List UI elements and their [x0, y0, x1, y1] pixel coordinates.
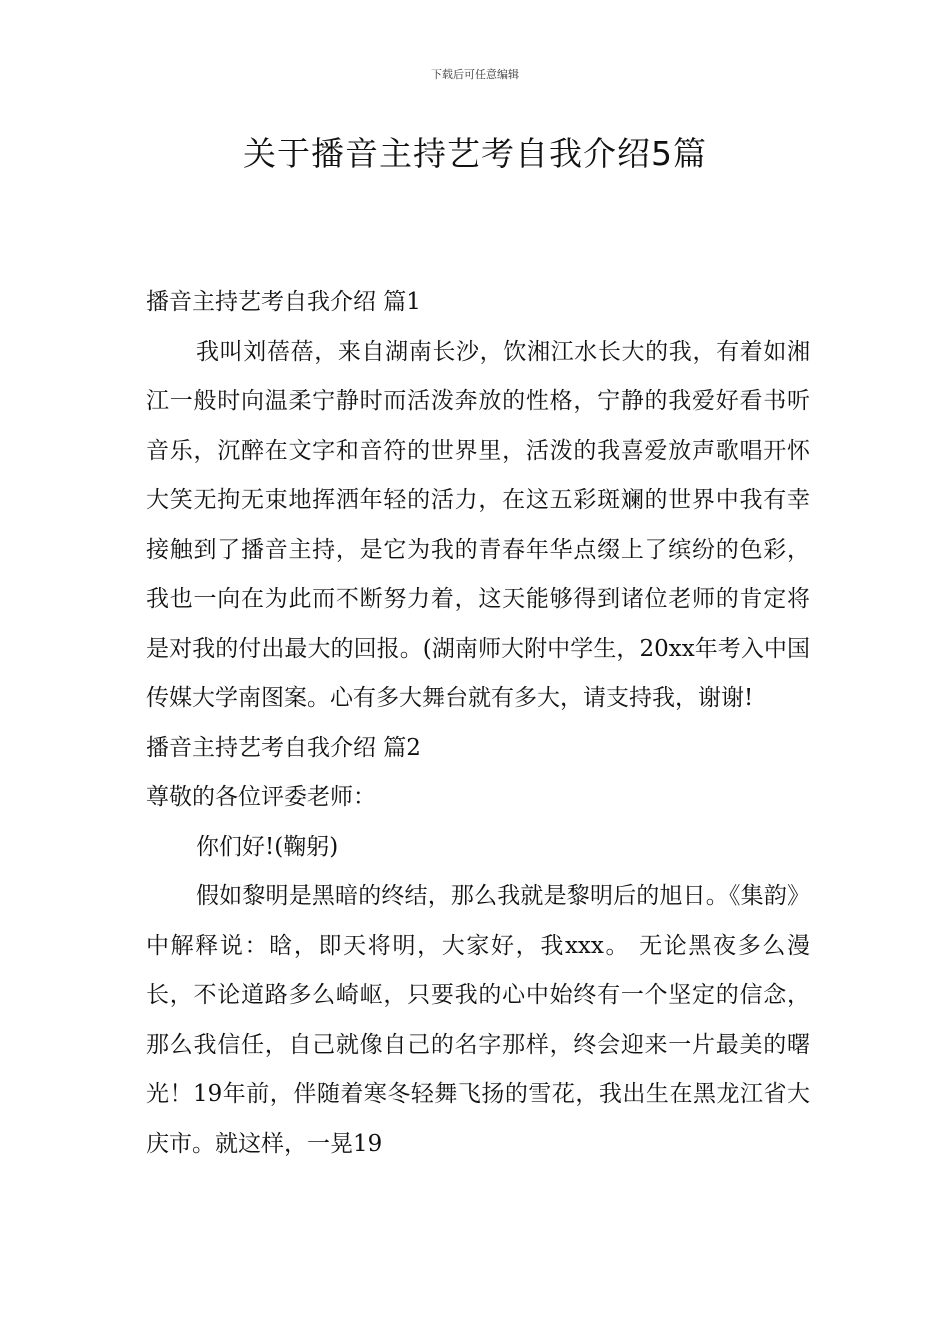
document-title: 关于播音主持艺考自我介绍5篇 — [243, 134, 707, 173]
greeting: 你们好!(鞠躬) — [196, 833, 339, 860]
paragraph-intro-1: 我叫刘蓓蓓，来自湖南长沙，饮湘江水长大的我，有着如湘江一般时向温柔宁静时而活泼奔放的性格，宁静的我爱好看书听音乐，沉醉在文字和音符的世界里，活泼的我喜爱放声歌唱开怀大笑无拘无束地挥洒年轻的活力，在这五彩斑斓的世界中我有幸接触到了播音主持，是它为我的青春年华点缀上了缤纷的色彩，我也一向在为此而不断努力着，这天能够得到诸位老师的肯定将是对我的付出最大的回报。(湖南师大附中学生，20xx年考入中国传媒大学南图案。心有多大舞台就有多大，请支持我，谢谢! — [146, 338, 810, 711]
paragraph-intro-2: 假如黎明是黑暗的终结，那么我就是黎明后的旭日。《集韵》中解释说：晗，即天将明，大家好，我xxx。 无论黑夜多么漫长，不论道路多么崎岖，只要我的心中始终有一个坚定的信念，那么我信任，自己就像自己的名字那样，终会迎来一片最美的曙光！19年前，伴随着寒冬轻舞飞扬的雪花，我出生在黑龙江省大庆市。就这样，一晃19 — [146, 883, 810, 1157]
section-heading-2: 播音主持艺考自我介绍 篇2 — [146, 734, 421, 761]
header-note: 下载后可任意编辑 — [431, 68, 519, 81]
section-heading-1: 播音主持艺考自我介绍 篇1 — [146, 289, 421, 315]
salutation: 尊敬的各位评委老师： — [146, 784, 376, 810]
document-body — [146, 278, 810, 1169]
